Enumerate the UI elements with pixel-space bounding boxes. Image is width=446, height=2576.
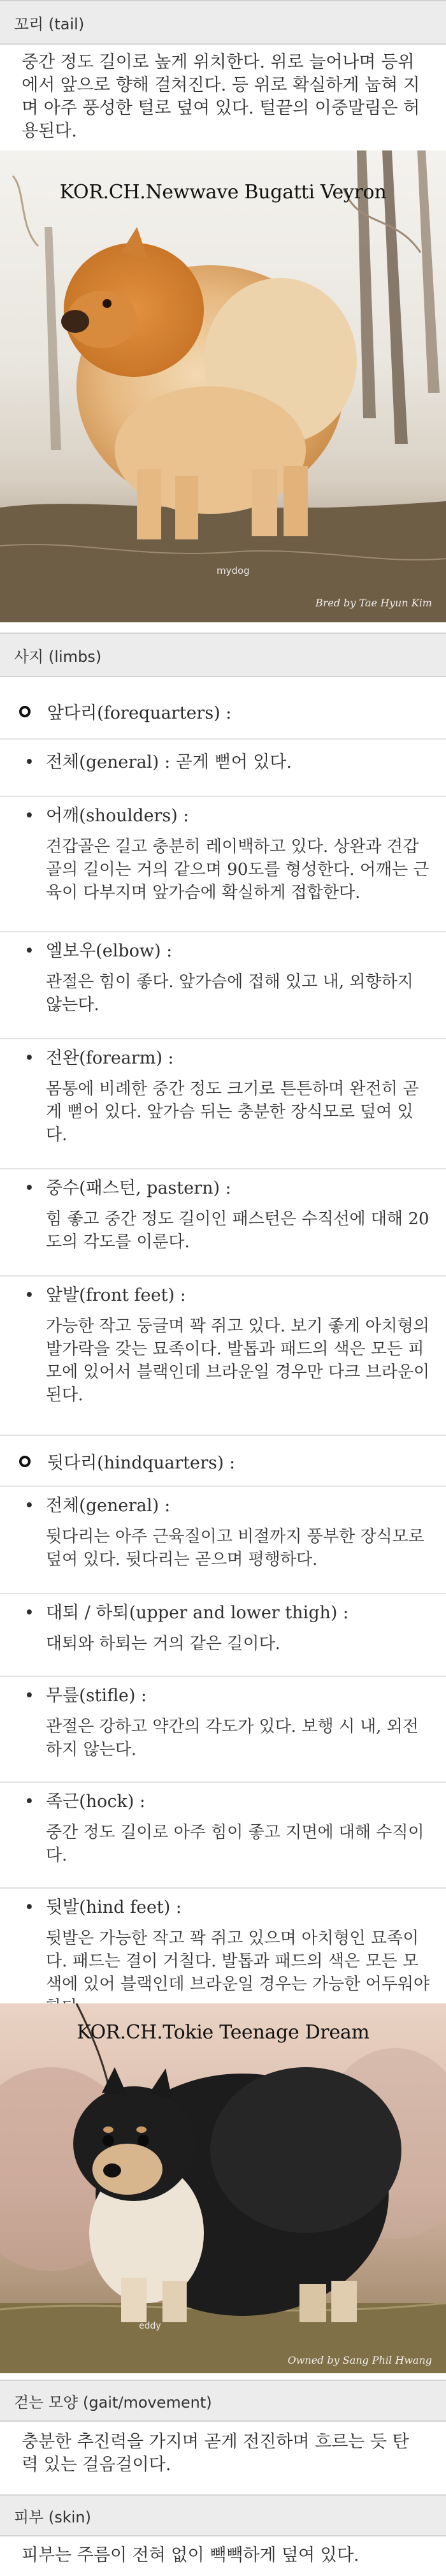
- photo1-credit: Bred by Tae Hyun Kim: [315, 597, 432, 609]
- divider: [0, 738, 446, 740]
- divider: [0, 796, 446, 797]
- hind-general-label: • 전체(general) :: [24, 1495, 432, 1518]
- gait-section-header: [0, 2380, 446, 2422]
- limbs-content: [0, 677, 446, 2003]
- fore-forearm-text: 몸통에 비례한 중간 정도 크기로 튼튼하며 완전히 곧게 뻗어 있다. 앞가슴 뒤는 충분한 장식모로 덮여 있다.: [46, 1079, 419, 1145]
- divider: [0, 1435, 446, 1436]
- skin-section-header: [0, 2494, 446, 2536]
- hind-thigh-item: [24, 1602, 432, 1655]
- divider: [0, 1486, 446, 1487]
- gait-description: 충분한 추진력을 가지며 곧게 전진하며 흐르는 듯 탄력 있는 걸음걸이다.: [22, 2432, 409, 2475]
- fore-elbow-item: [24, 940, 432, 1016]
- fore-general-item: [24, 751, 432, 774]
- fore-forearm-label: • 전완(forearm) :: [24, 1047, 432, 1070]
- photo1-title: KOR.CH.Newwave Bugatti Veyron: [59, 181, 387, 203]
- divider: [0, 1887, 446, 1889]
- photo-bugatti-veyron: [0, 150, 446, 622]
- fore-feet-label: • 앞발(front feet) :: [24, 1284, 432, 1307]
- fore-elbow-text: 관절은 힘이 좋다. 앞가슴에 접해 있고 내, 외향하지 않는다.: [46, 972, 414, 1014]
- hind-thigh-label: • 대퇴 / 하퇴(upper and lower thigh) :: [24, 1602, 432, 1625]
- fore-pastern-text: 힘 좋고 중간 정도 길이인 패스턴은 수직선에 대해 20도의 각도를 이룬다.: [46, 1210, 429, 1252]
- divider: [0, 1038, 446, 1039]
- fore-pastern-label: • 중수(패스턴, pastern) :: [24, 1177, 432, 1200]
- hind-general-text: 뒷다리는 아주 근육질이고 비절까지 풍부한 장식모로 덮여 있다. 뒷다리는 곧으며 평행하다.: [46, 1527, 424, 1569]
- hind-feet-text: 뒷발은 가능한 작고 꽉 쥐고 있으며 아치형인 묘족이다. 패드는 결이 거칠다. 발톱과 패드의 색은 모든 모색에 있어 블랙인데 브라운일 경우는 가능한 어두워야: [46, 1929, 430, 1994]
- circle-bullet-icon: [19, 1456, 31, 1467]
- divider: [0, 1676, 446, 1677]
- circle-bullet-icon: [19, 706, 31, 717]
- fore-feet-item: [24, 1284, 432, 1407]
- fore-elbow-label: • 엘보우(elbow) :: [24, 940, 432, 963]
- tail-section-header: [0, 0, 446, 45]
- hindquarters-heading: [19, 1449, 235, 1474]
- photo2-title: KOR.CH.Tokie Teenage Dream: [76, 2021, 370, 2044]
- skin-header-label: 피부 (skin): [14, 2508, 92, 2526]
- limbs-header-label: 사지 (limbs): [14, 647, 102, 666]
- divider: [0, 1593, 446, 1594]
- tail-description: 중간 정도 길이로 높게 위치한다. 위로 늘어나며 등위에서 앞으로 향해 걸쳐진다. 등 위로 확실하게 눕혀 지며 아주 풍성한 털로 덮여 있다. 털끝의 이중말림은 허용된다.: [22, 52, 420, 141]
- photo2-credit: Owned by Sang Phil Hwang: [287, 2354, 432, 2366]
- fore-shoulders-label: • 어깨(shoulders) :: [24, 805, 432, 828]
- fore-feet-text: 가능한 작고 둥글며 꽉 쥐고 있다. 보기 좋게 아치형의 발가락을 갖는 묘족이다. 발톱과 패드의 색은 모든 피모에 있어서 블랙인데 브라운일 경우만 다크 브라운이 된다.: [46, 1317, 430, 1405]
- forequarters-heading: [19, 699, 231, 724]
- divider: [0, 1168, 446, 1169]
- skin-description: 피부는 주름이 전혀 없이 빽빽하게 덮여 있다.: [22, 2545, 359, 2565]
- pomeranian-black-tan-photo: [0, 2003, 446, 2373]
- photo-tokie-teenage-dream: [0, 2003, 446, 2373]
- divider: [0, 931, 446, 932]
- divider: [0, 1275, 446, 1277]
- hind-hock-text: 중간 정도 길이로 아주 힘이 좋고 지면에 대해 수직이다.: [46, 1823, 424, 1865]
- hind-feet-label: • 뒷발(hind feet) :: [24, 1896, 432, 1919]
- hind-stifle-text: 관절은 강하고 약간의 각도가 있다. 보행 시 내, 외전 하지 않는다.: [46, 1717, 419, 1759]
- fore-general-label: • 전체(general) : 곧게 뻗어 있다.: [24, 751, 432, 774]
- hind-feet-item: [24, 1896, 432, 2019]
- hind-general-item: [24, 1495, 432, 1571]
- hind-stifle-item: [24, 1685, 432, 1761]
- tail-header-label: 꼬리 (tail): [14, 15, 85, 33]
- hind-thigh-text: 대퇴와 하퇴는 거의 같은 길이다.: [46, 1634, 280, 1653]
- hindquarters-label: 뒷다리(hindquarters) :: [47, 1453, 235, 1473]
- divider: [0, 1782, 446, 1783]
- forequarters-label: 앞다리(forequarters) :: [47, 703, 232, 723]
- fore-shoulders-item: [24, 805, 432, 904]
- limbs-section-header: [0, 633, 446, 677]
- hind-hock-label: • 족근(hock) :: [24, 1790, 432, 1813]
- pomeranian-orange-photo: [0, 150, 446, 622]
- fore-forearm-item: [24, 1047, 432, 1146]
- hind-hock-item: [24, 1790, 432, 1867]
- gait-header-label: 걷는 모양 (gait/movement): [14, 2393, 212, 2411]
- photo1-watermark: mydog: [217, 565, 250, 576]
- fore-shoulders-text: 견갑골은 길고 충분히 레이백하고 있다. 상완과 견갑골의 길이는 거의 같으며 90도를 형성한다. 어깨는 근육이 다부지며 앞가슴에 확실하게 접합한다.: [46, 837, 429, 902]
- hind-stifle-label: • 무릎(stifle) :: [24, 1685, 432, 1708]
- photo2-watermark: eddy: [139, 2321, 161, 2331]
- fore-pastern-item: [24, 1177, 432, 1254]
